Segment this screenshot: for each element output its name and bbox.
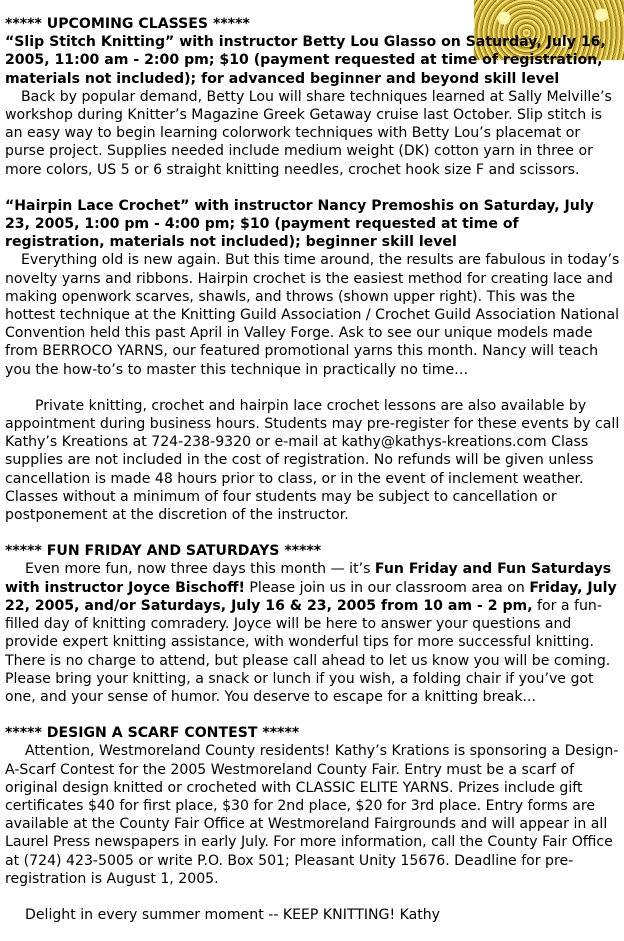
slip-stitch-body: Back by popular demand, Betty Lou will share techniques learned at Sally Melville’s workshop during Knitter’s Magazine Greek Getaway cruise last October. Slip stitch is an easy way to begin learning colorwork techniques with Betty Lou’s placemat or purse project. Supplies needed include medium weight (DK) cotton yarn in three or more colors, US 5 or 6 straight knitting needles, crochet hook size F and scissors. — [5, 88, 612, 178]
private-lessons-paragraph: Private knitting, crochet and hairpin lace crochet lessons are also available by appointment during business hours. Students may pre-register for these events by call Kathy’s Kreations at 724-238-9320 or e-mail at kathy@kathys-kreations.com Class supplies are not included in the cost of registration. No refunds will be given unless cancellation is made 48 hours prior to class, or in the event of inclement weather. Classes without a minimum of four students may be subject to cancellation or postponement at the discretion of the instructor. — [5, 397, 620, 524]
fun-text-2: Please join us in our classroom area on — [244, 579, 530, 596]
fun-friday-section — [5, 542, 622, 706]
newsletter-page — [5, 15, 622, 924]
hairpin-title: “Hairpin Lace Crochet” with instructor Nancy Premoshis on Saturday, July 23, 2005, 1:00 pm - 4:00 pm; $10 (payment requested at time of registration, materials not included); beginner skill level — [5, 197, 594, 251]
upcoming-classes-section — [5, 15, 622, 179]
fun-heading: ***** FUN FRIDAY AND SATURDAYS ***** — [5, 543, 322, 560]
upcoming-heading: ***** UPCOMING CLASSES ***** — [5, 16, 250, 32]
scarf-body: Attention, Westmoreland County residents! Kathy’s Krations is sponsoring a Design-A-Scarf Contest for the 2005 Westmoreland County Fair. Entry must be a scarf of original design knitted or crocheted with CLASSIC ELITE YARNS. Prizes include gift certificates $40 for first place, $30 for 2nd place, $20 for 3rd place. Entry forms are available at the County Fair Office at Westmoreland Fairgrounds and will appear in all Laurel Press newspapers in early July. For more information, call the County Fair Office at (724) 423-5005 or write P.O. Box 501; Pleasant Unity 15676. Deadline for pre-registration is August 1, 2005. — [5, 743, 619, 887]
closing-line: Delight in every summer moment -- KEEP KNITTING! Kathy — [25, 906, 441, 923]
scarf-heading: ***** DESIGN A SCARF CONTEST ***** — [5, 725, 300, 742]
fun-text-3: for a fun-filled day of knitting comradery. Joyce will be here to answer your questions and provide expert knitting assistance, with wonderful tips for more successful knitting. There is no charge to attend, but please call ahead to let us know you will be coming. Please bring your knitting, a snack or lunch if you wish, a folding chair if you’ve got one, and your sense of humor. You deserve to escape for a knitting break... — [5, 597, 611, 705]
scarf-contest-section — [5, 724, 622, 888]
hairpin-section — [5, 197, 622, 379]
fun-bold-2: Friday, July 22, 2005, and/or Saturdays, July 16 & 23, 2005 from 10 am - 2 pm, — [5, 579, 617, 614]
fun-bold-1: Fun Friday and Fun Saturdays with instructor Joyce Bischoff! — [5, 561, 612, 596]
slip-stitch-title: “Slip Stitch Knitting” with instructor Betty Lou Glasso on Saturday, July 16, 2005, 11:00 am - 2:00 pm; $10 (payment requested at time of registration, materials not included); for advanced beginner and beyond skill level — [5, 34, 606, 87]
fun-text-1: Even more fun, now three days this month — it’s — [25, 561, 375, 578]
hairpin-body: Everything old is new again. But this time around, the results are fabulous in today’s novelty yarns and ribbons. Hairpin crochet is the easiest method for creating lace and making openwork scarves, shawls, and throws (shown upper right). This was the hottest technique at the Knitting Guild Association / Crochet Guild Association National Convention held this past April in Valley Forge. Ask to see our unique models made from BERROCO YARNS, our featured promotional yarns this month. Nancy will teach you the how-to’s to master this technique in practically no time… — [5, 252, 620, 378]
